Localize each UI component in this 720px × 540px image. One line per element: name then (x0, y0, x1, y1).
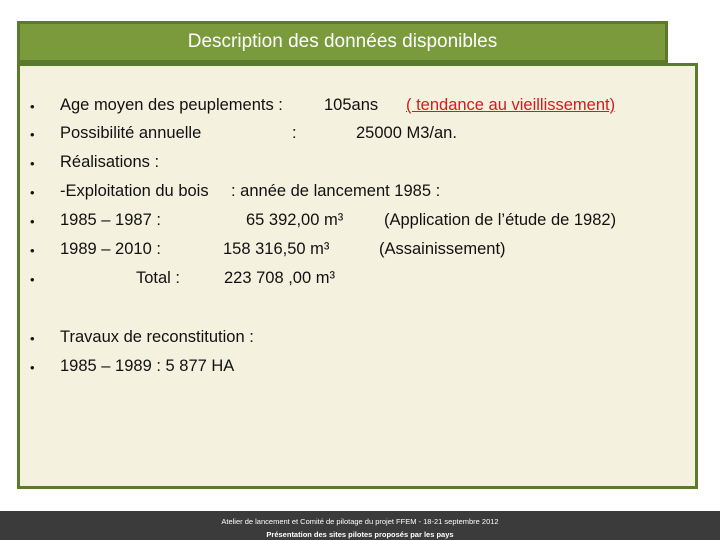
bullet-icon: • (30, 127, 35, 142)
note-1989-2010: (Assainissement) (379, 240, 506, 258)
slide-title (17, 21, 668, 63)
bullet-icon: • (30, 185, 35, 200)
possibilite-colon: : (292, 124, 297, 142)
bullet-icon: • (30, 360, 35, 375)
note-1985-1987: (Application de l’étude de 1982) (384, 211, 617, 229)
bullet-icon: • (30, 156, 35, 171)
content-box (17, 63, 698, 489)
age-moyen-value: 105ans (324, 96, 379, 114)
travaux-label: Travaux de reconstitution : (60, 328, 254, 346)
volume-1989-2010: 158 316,50 m³ (223, 240, 330, 258)
footer (0, 511, 720, 540)
age-moyen-label: Age moyen des peuplements : (60, 96, 283, 114)
bullet-icon: • (30, 243, 35, 258)
period-1989-2010: 1989 – 2010 : (60, 240, 161, 258)
slide-title-text: Description des données disponibles (187, 31, 498, 52)
bullet-icon: • (30, 99, 35, 114)
exploitation-detail: : année de lancement 1985 : (231, 182, 441, 200)
period-1985-1987: 1985 – 1987 : (60, 211, 161, 229)
volume-1985-1987: 65 392,00 m³ (246, 211, 344, 229)
exploitation-label: -Exploitation du bois (60, 182, 209, 200)
footer-line-2: Présentation des sites pilotes proposés par les pays (266, 530, 454, 539)
possibilite-value: 25000 M3/an. (356, 124, 457, 142)
footer-line-1: Atelier de lancement et Comité de pilotage du projet FFEM - 18-21 septembre 2012 (221, 517, 499, 526)
age-moyen-trend: ( tendance au vieillissement) (406, 96, 616, 114)
bullet-icon: • (30, 331, 35, 346)
total-label: Total : (136, 269, 181, 287)
bullet-icon: • (30, 214, 35, 229)
possibilite-label: Possibilité annuelle (60, 124, 202, 142)
bullet-icon: • (30, 272, 35, 287)
total-value: 223 708 ,00 m³ (224, 269, 335, 287)
realisations-label: Réalisations : (60, 153, 160, 171)
reconstitution-value: 1985 – 1989 : 5 877 HA (60, 357, 235, 375)
